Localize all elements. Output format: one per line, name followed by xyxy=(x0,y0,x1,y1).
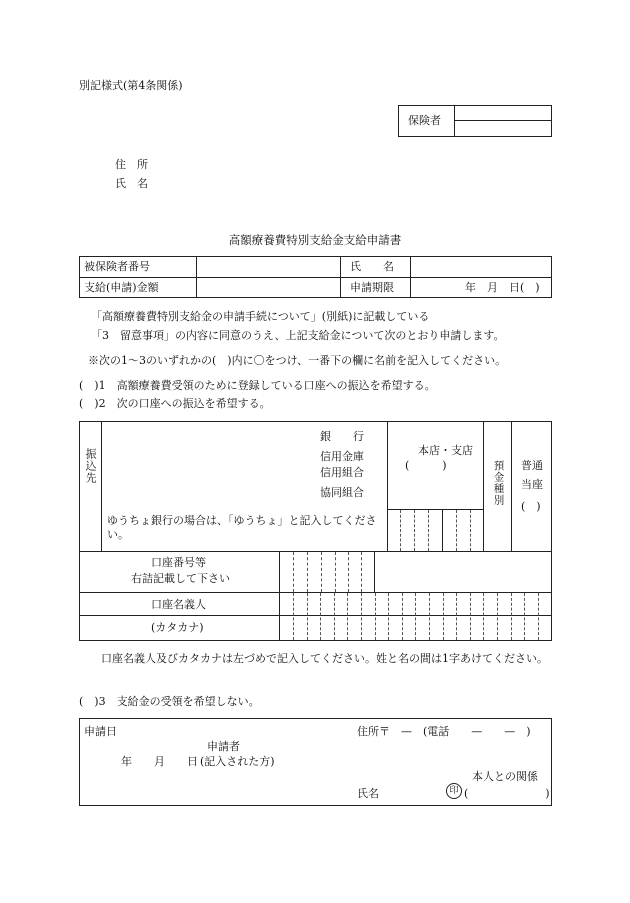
holder-cell-separator xyxy=(538,593,539,640)
insured-number-label: 被保険者番号 xyxy=(84,260,150,273)
option-1[interactable]: ( )1 高額療養費受領のために登録している口座への振込を希望する。 xyxy=(79,379,436,392)
insurer-field-1[interactable] xyxy=(456,106,550,119)
applicant-name-label: 氏名 xyxy=(357,787,379,800)
deposit-left-line xyxy=(483,421,484,551)
deadline-date[interactable]: 年 月 日( ) xyxy=(465,281,540,294)
holder-cell-separator xyxy=(334,593,335,640)
bank-row-line-2 xyxy=(79,592,552,593)
code-sep-5 xyxy=(470,510,471,551)
right-align-note: 右詰記載して下さい xyxy=(131,572,230,585)
account-holder-label: 口座名義人 xyxy=(151,598,206,611)
katakana-label: (カタカナ) xyxy=(151,621,204,634)
intro-line-2: 「3 留意事項」の内容に同意のうえ、上記支給金について次のとおり申請します。 xyxy=(91,329,505,342)
holder-cell-separator xyxy=(388,593,389,640)
filled-by-label: (記入された方) xyxy=(200,755,275,768)
branch-left-line xyxy=(387,421,388,551)
intro-line-1: 「高額療養費特別支給金の申請手続について」(別紙)に記載している xyxy=(91,310,430,323)
code-sep-3 xyxy=(428,510,429,551)
code-sep-1 xyxy=(400,510,401,551)
holder-cell-separator xyxy=(402,593,403,640)
insured-number-field[interactable] xyxy=(198,258,338,276)
code-sep-4 xyxy=(456,510,457,551)
insurer-divider xyxy=(454,105,455,137)
option-3[interactable]: ( )3 支給金の受領を希望しない。 xyxy=(79,695,260,708)
instruction: ※次の1～3のいずれかの( )内に〇をつけ、一番下の欄に名前を記入してください。 xyxy=(88,354,507,367)
yucho-note: ゆうちょ銀行の場合は、「ゆうちょ」と記入してください。 xyxy=(107,514,377,542)
holder-cell-separator xyxy=(497,593,498,640)
holder-cell-separator xyxy=(456,593,457,640)
option-2[interactable]: ( )2 次の口座への振込を希望する。 xyxy=(79,397,271,410)
inst-type-bank: 銀 行 xyxy=(320,430,364,443)
deposit-type-label: 預金種別 xyxy=(492,460,505,506)
holder-cell-separator xyxy=(511,593,512,640)
holder-cell-separator xyxy=(470,593,471,640)
holder-cell-separator xyxy=(307,593,308,640)
bank-name-field[interactable] xyxy=(104,424,314,509)
relation-label: 本人との関係 xyxy=(472,770,538,783)
application-date-value[interactable]: 年 月 日 xyxy=(121,755,198,768)
applicant-address-label[interactable]: 住所〒 — (電話 — — ) xyxy=(357,725,531,738)
account-number-field[interactable] xyxy=(281,553,373,590)
deposit-divider xyxy=(511,421,512,551)
insurer-field-2[interactable] xyxy=(456,122,550,136)
holder-note: 口座名義人及びカタカナは左づめで記入してください。姓と名の間は1字あけてください。 xyxy=(101,652,548,665)
label-col-divider xyxy=(279,551,280,641)
holder-cell-separator xyxy=(443,593,444,640)
holder-cell-separator xyxy=(524,593,525,640)
relation-field[interactable]: ( ) xyxy=(464,787,550,800)
branch-label: 本店・支店 xyxy=(418,444,473,457)
inst-type-kyodo: 協同組合 xyxy=(320,486,364,499)
transfer-destination-label: 振込先 xyxy=(84,448,98,484)
inst-type-shinkin: 信用金庫 xyxy=(320,450,364,463)
holder-cell-separator xyxy=(293,593,294,640)
bank-side-divider xyxy=(101,421,102,551)
amount-field[interactable] xyxy=(198,279,338,297)
insurer-midline xyxy=(454,120,552,121)
deposit-current[interactable]: 当座 xyxy=(521,478,543,491)
bank-row-line-3 xyxy=(79,615,552,616)
bank-row-line-1 xyxy=(79,551,552,552)
holder-cell-separator xyxy=(415,593,416,640)
table1-col2 xyxy=(340,256,341,298)
amount-label: 支給(申請)金額 xyxy=(84,281,159,294)
holder-cell-separator xyxy=(375,593,376,640)
holder-cell-separator xyxy=(429,593,430,640)
shimei-field[interactable] xyxy=(412,258,550,276)
code-sep-2 xyxy=(414,510,415,551)
account-end-line xyxy=(374,551,375,592)
branch-paren[interactable]: ( ) xyxy=(405,459,447,472)
applicant-label: 申請者 xyxy=(207,740,240,753)
holder-cell-separator xyxy=(361,593,362,640)
deposit-ordinary[interactable]: 普通 xyxy=(521,459,543,472)
branch-bottom-line xyxy=(387,509,483,510)
deposit-paren[interactable]: ( ) xyxy=(521,500,541,513)
form-reference: 別記様式(第4条関係) xyxy=(79,79,183,92)
shimei-label: 氏 名 xyxy=(350,260,394,273)
code-divider xyxy=(442,510,443,551)
holder-cell-separator xyxy=(347,593,348,640)
application-date-label: 申請日 xyxy=(84,725,117,738)
table1-rowline xyxy=(79,277,552,278)
holder-cell-separator xyxy=(320,593,321,640)
insurer-label: 保険者 xyxy=(408,114,441,127)
account-number-label: 口座番号等 xyxy=(151,556,206,569)
inst-type-shinkumi: 信用組合 xyxy=(320,466,364,479)
address-label: 住 所 xyxy=(115,158,148,171)
seal-icon: 印 xyxy=(446,783,462,799)
document-title: 高額療養費特別支給金支給申請書 xyxy=(228,233,402,247)
holder-cell-separator xyxy=(483,593,484,640)
table1-col1 xyxy=(196,256,197,298)
name-label: 氏 名 xyxy=(115,177,148,190)
table1-col3 xyxy=(410,256,411,298)
deadline-label: 申請期限 xyxy=(350,281,394,294)
